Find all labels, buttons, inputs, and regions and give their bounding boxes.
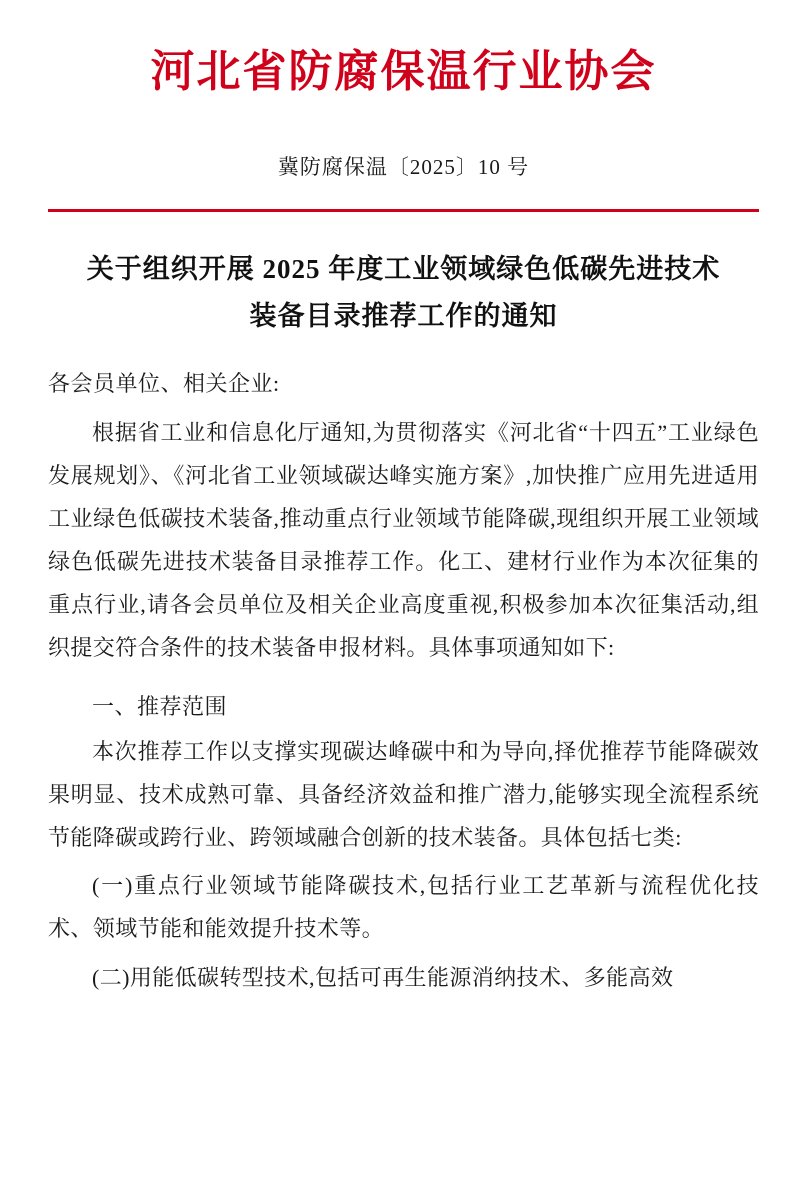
organization-letterhead: 河北省防腐保温行业协会 (150, 47, 657, 96)
body-paragraph: (一)重点行业领域节能降碳技术,包括行业工艺革新与流程优化技术、领域节能和能效提升技术等。 (48, 873, 759, 942)
body-paragraph: 本次推荐工作以支撑实现碳达峰碳中和为导向,择优推荐节能降碳效果明显、技术成熟可靠、具备经济效益和推广潜力,能够实现全流程系统节能降碳或跨行业、跨领域融合创新的技术装备。具体包括七类: (48, 738, 759, 850)
document-title: 关于组织开展 2025 年度工业领域绿色低碳先进技术装备目录推荐工作的通知 (86, 254, 721, 332)
document-number: 冀防腐保温〔2025〕10 号 (277, 155, 530, 179)
red-divider-rule (48, 209, 759, 212)
body-paragraph: 根据省工业和信息化厅通知,为贯彻落实《河北省“十四五”工业绿色发展规划》、《河北省工业领域碳达峰实施方案》,加快推广应用先进适用工业绿色低碳技术装备,推动重点行业领域节能降碳,现组织开展工业领域绿色低碳先进技术装备目录推荐工作。化工、建材行业作为本次征集的重点行业,请各会员单位及相关企业高度重视,积极参加本次征集活动,组织提交符合条件的技术装备申报材料。具体事项通知如下: (48, 420, 759, 660)
body-paragraph: (二)用能低碳转型技术,包括可再生能源消纳技术、多能高效 (92, 965, 674, 991)
section-heading: 一、推荐范围 (92, 693, 228, 719)
salutation: 各会员单位、相关企业: (48, 370, 280, 396)
